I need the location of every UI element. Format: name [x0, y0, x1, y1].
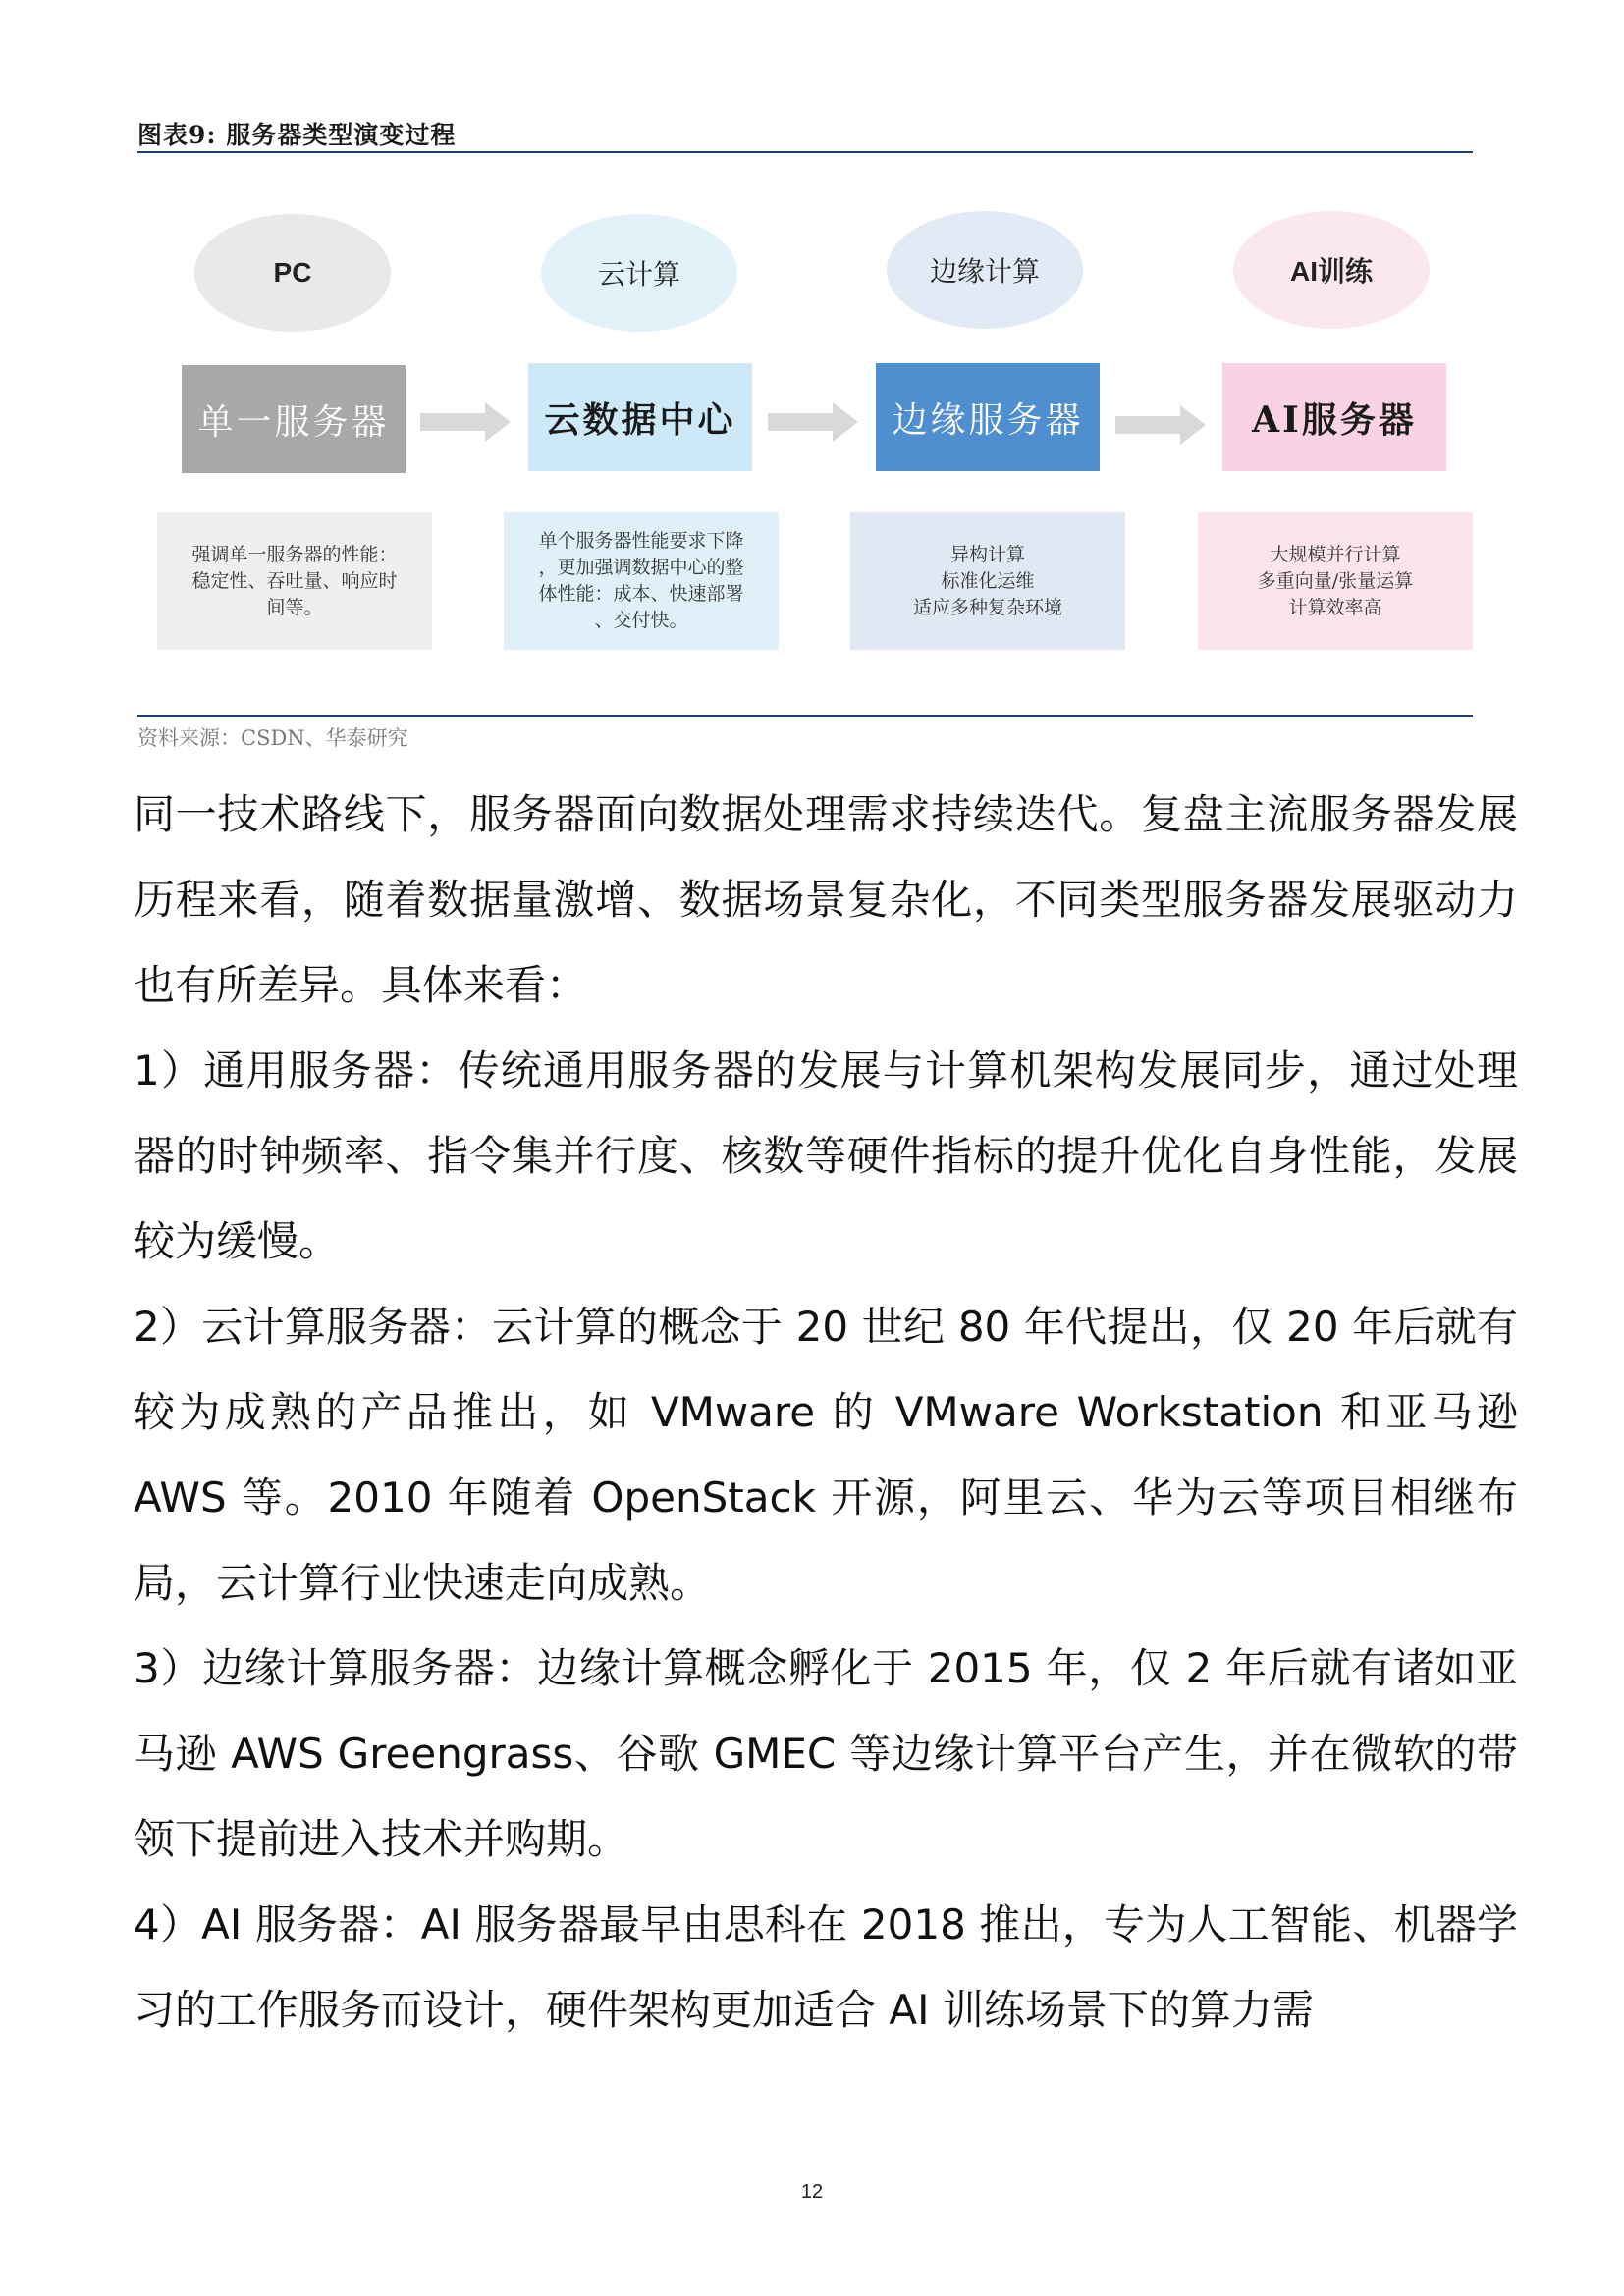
paragraph-edge-server: 3）边缘计算服务器：边缘计算概念孵化于 2015 年，仅 2 年后就有诸如亚马逊 AWS Greengrass、谷歌 GMEC 等边缘计算平台产生，并在微软的带领下提前进入技术并购期。 — [134, 1644, 1518, 1863]
stage-box-ai-server: AI服务器 — [1222, 363, 1446, 471]
stage-box-single-server: 单一服务器 — [182, 365, 406, 473]
paragraph-ai-server: 4）AI 服务器：AI 服务器最早由思科在 2018 推出，专为人工智能、机器学习的工作服务而设计，硬件架构更加适合 AI 训练场景下的算力需 — [134, 1900, 1518, 2034]
page-number: 12 — [800, 2181, 824, 2203]
figure-title: 图表9: 服务器类型演变过程 — [137, 121, 457, 149]
body-text — [134, 772, 1518, 2053]
stage-box-cloud-datacenter: 云数据中心 — [528, 363, 752, 471]
stage-desc-ai-server: 大规模并行计算 多重向量/张量运算 计算效率高 — [1198, 512, 1473, 650]
stage-desc-cloud-datacenter: 单个服务器性能要求下降 ，更加强调数据中心的整 体性能：成本、快速部署 、交付快。 — [504, 512, 779, 650]
paragraph-intro: 同一技术路线下，服务器面向数据处理需求持续迭代。复盘主流服务器发展历程来看，随着数据量激增、数据场景复杂化，不同类型服务器发展驱动力也有所差异。具体来看： — [134, 790, 1518, 1009]
figure-bottom-rule — [137, 715, 1473, 717]
paragraph-cloud-server: 2）云计算服务器：云计算的概念于 20 世纪 80 年代提出，仅 20 年后就有较为成熟的产品推出，如 VMware 的 VMware Workstation 和亚马逊 AWS 等。2010 年随着 OpenStack 开源，阿里云、华为云等项目相继布局，云计算行业快速走向成熟。 — [134, 1303, 1518, 1607]
stage-desc-edge-server: 异构计算 标准化运维 适应多种复杂环境 — [850, 512, 1125, 650]
arrow-right-icon — [768, 402, 858, 442]
stage-tag-pc: PC — [194, 214, 391, 332]
stage-tag-ai: AI训练 — [1233, 211, 1430, 329]
stage-tag-edge: 边缘计算 — [887, 211, 1083, 329]
arrow-right-icon — [1115, 405, 1206, 445]
stage-tag-cloud: 云计算 — [541, 214, 737, 332]
arrow-right-icon — [420, 402, 511, 442]
stage-desc-single-server: 强调单一服务器的性能： 稳定性、吞吐量、响应时 间等。 — [157, 512, 432, 650]
figure-top-rule — [137, 151, 1473, 153]
stage-box-edge-server: 边缘服务器 — [876, 363, 1100, 471]
paragraph-general-server: 1）通用服务器：传统通用服务器的发展与计算机架构发展同步，通过处理器的时钟频率、指令集并行度、核数等硬件指标的提升优化自身性能，发展较为缓慢。 — [134, 1046, 1518, 1265]
figure-source: 资料来源：CSDN、华泰研究 — [137, 726, 408, 750]
